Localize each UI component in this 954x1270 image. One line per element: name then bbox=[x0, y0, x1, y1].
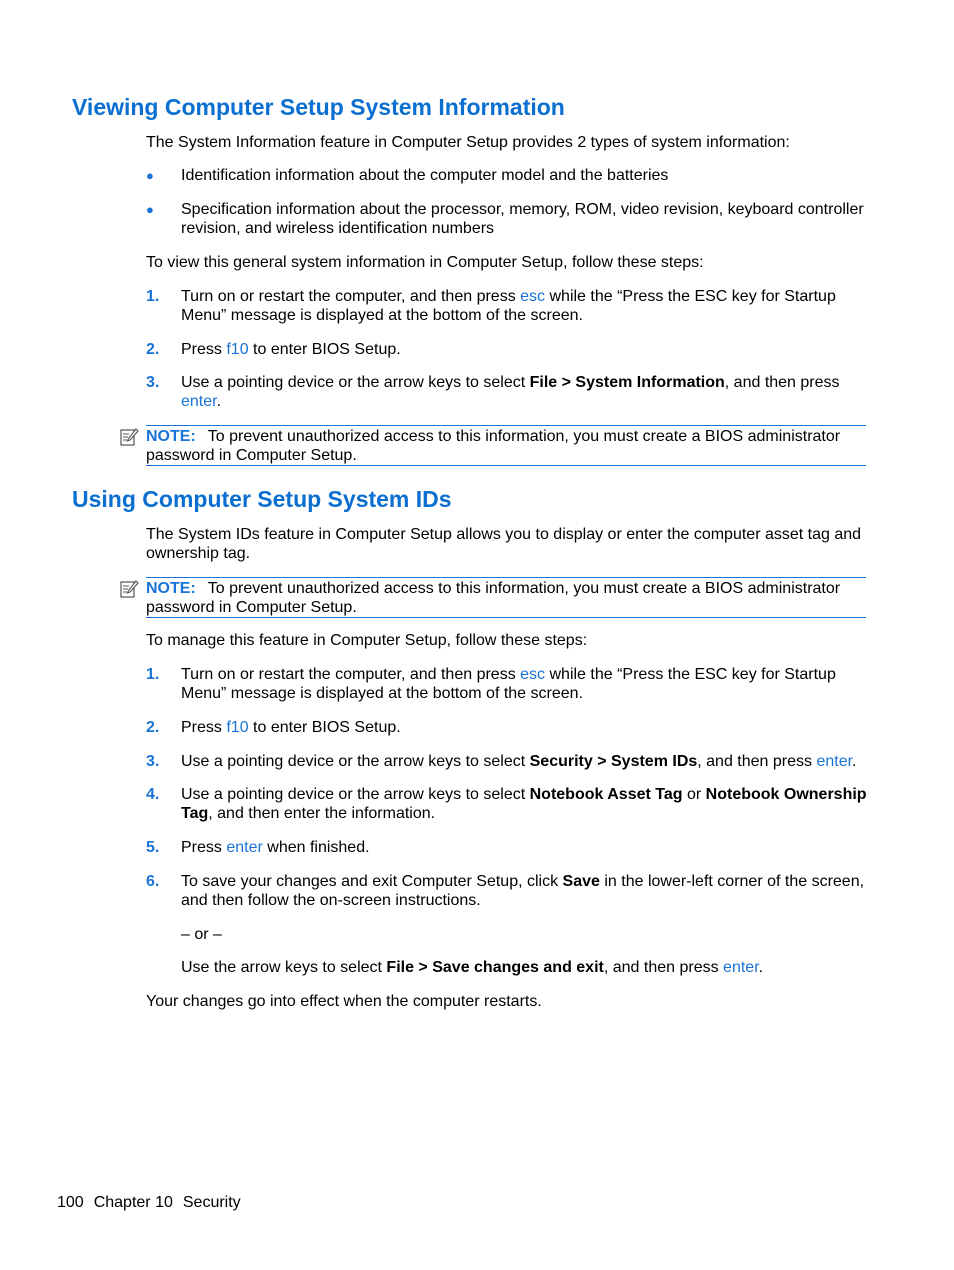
step-text: Press enter when finished. bbox=[181, 839, 370, 856]
step-text: To save your changes and exit Computer Setup, click Save in the lower-left corner of the screen, and then follow the on-screen instructions. bbox=[181, 873, 865, 909]
page-number: 100 bbox=[57, 1194, 84, 1211]
note-text: To prevent unauthorized access to this information, you must create a BIOS administrator password in Computer Setup. bbox=[146, 428, 841, 464]
key-f10: f10 bbox=[226, 341, 249, 358]
section-heading-system-information: Viewing Computer Setup System Information bbox=[72, 94, 565, 120]
bullet-icon: ● bbox=[146, 202, 154, 217]
step-text: Press f10 to enter BIOS Setup. bbox=[181, 719, 401, 736]
list-item-text: Specification information about the processor, memory, ROM, video revision, keyboard controller revision, and wireless identification numbers bbox=[181, 201, 864, 237]
step-text: Turn on or restart the computer, and then press esc while the “Press the ESC key for Startup Menu” message is displayed at the bottom of the screen. bbox=[181, 666, 836, 702]
page-footer bbox=[57, 1193, 251, 1212]
paragraph: To view this general system information in Computer Setup, follow these steps: bbox=[146, 254, 704, 271]
bullet-icon: ● bbox=[146, 168, 154, 183]
key-esc: esc bbox=[520, 666, 546, 683]
step-number: 3. bbox=[146, 753, 160, 770]
key-f10: f10 bbox=[226, 719, 249, 736]
key-esc: esc bbox=[520, 288, 546, 305]
step-number: 3. bbox=[146, 374, 160, 391]
step-number: 2. bbox=[146, 341, 160, 358]
note-box bbox=[146, 577, 866, 618]
or-separator: – or – bbox=[181, 926, 222, 943]
step-number: 2. bbox=[146, 719, 160, 736]
key-enter: enter bbox=[181, 393, 217, 410]
step-number: 1. bbox=[146, 288, 160, 305]
step-text: Use a pointing device or the arrow keys to select Security > System IDs, and then press enter. bbox=[181, 753, 857, 770]
list-item-text: Identification information about the computer model and the batteries bbox=[181, 167, 669, 184]
step-text: Press f10 to enter BIOS Setup. bbox=[181, 341, 401, 358]
step-text: Turn on or restart the computer, and then press esc while the “Press the ESC key for Startup Menu” message is displayed at the bottom of the screen. bbox=[181, 288, 836, 324]
step-number: 5. bbox=[146, 839, 160, 856]
note-pencil-icon bbox=[119, 427, 139, 447]
section-heading-system-ids: Using Computer Setup System IDs bbox=[72, 486, 452, 512]
note-text: To prevent unauthorized access to this information, you must create a BIOS administrator password in Computer Setup. bbox=[146, 580, 841, 616]
alternate-step: Use the arrow keys to select File > Save changes and exit, and then press enter. bbox=[181, 959, 764, 976]
step-number: 4. bbox=[146, 786, 160, 803]
key-enter: enter bbox=[226, 839, 263, 856]
step-number: 6. bbox=[146, 873, 160, 890]
chapter-title: Security bbox=[182, 1194, 241, 1211]
note-pencil-icon bbox=[119, 579, 139, 599]
paragraph: To manage this feature in Computer Setup, follow these steps: bbox=[146, 632, 588, 649]
chapter-label: Chapter 10 bbox=[93, 1194, 173, 1211]
paragraph: The System Information feature in Computer Setup provides 2 types of system information: bbox=[146, 134, 790, 151]
note-label: NOTE: bbox=[146, 428, 196, 445]
paragraph: Your changes go into effect when the computer restarts. bbox=[146, 993, 542, 1010]
step-text: Use a pointing device or the arrow keys to select File > System Information, and then press enter. bbox=[181, 374, 840, 410]
step-number: 1. bbox=[146, 666, 160, 683]
key-enter: enter bbox=[723, 959, 759, 976]
paragraph: The System IDs feature in Computer Setup allows you to display or enter the computer asset tag and ownership tag. bbox=[146, 526, 862, 562]
key-enter: enter bbox=[816, 753, 853, 770]
step-text: Use a pointing device or the arrow keys to select Notebook Asset Tag or Notebook Ownership Tag, and then enter the information. bbox=[181, 786, 867, 822]
note-box bbox=[146, 425, 866, 466]
note-label: NOTE: bbox=[146, 580, 196, 597]
